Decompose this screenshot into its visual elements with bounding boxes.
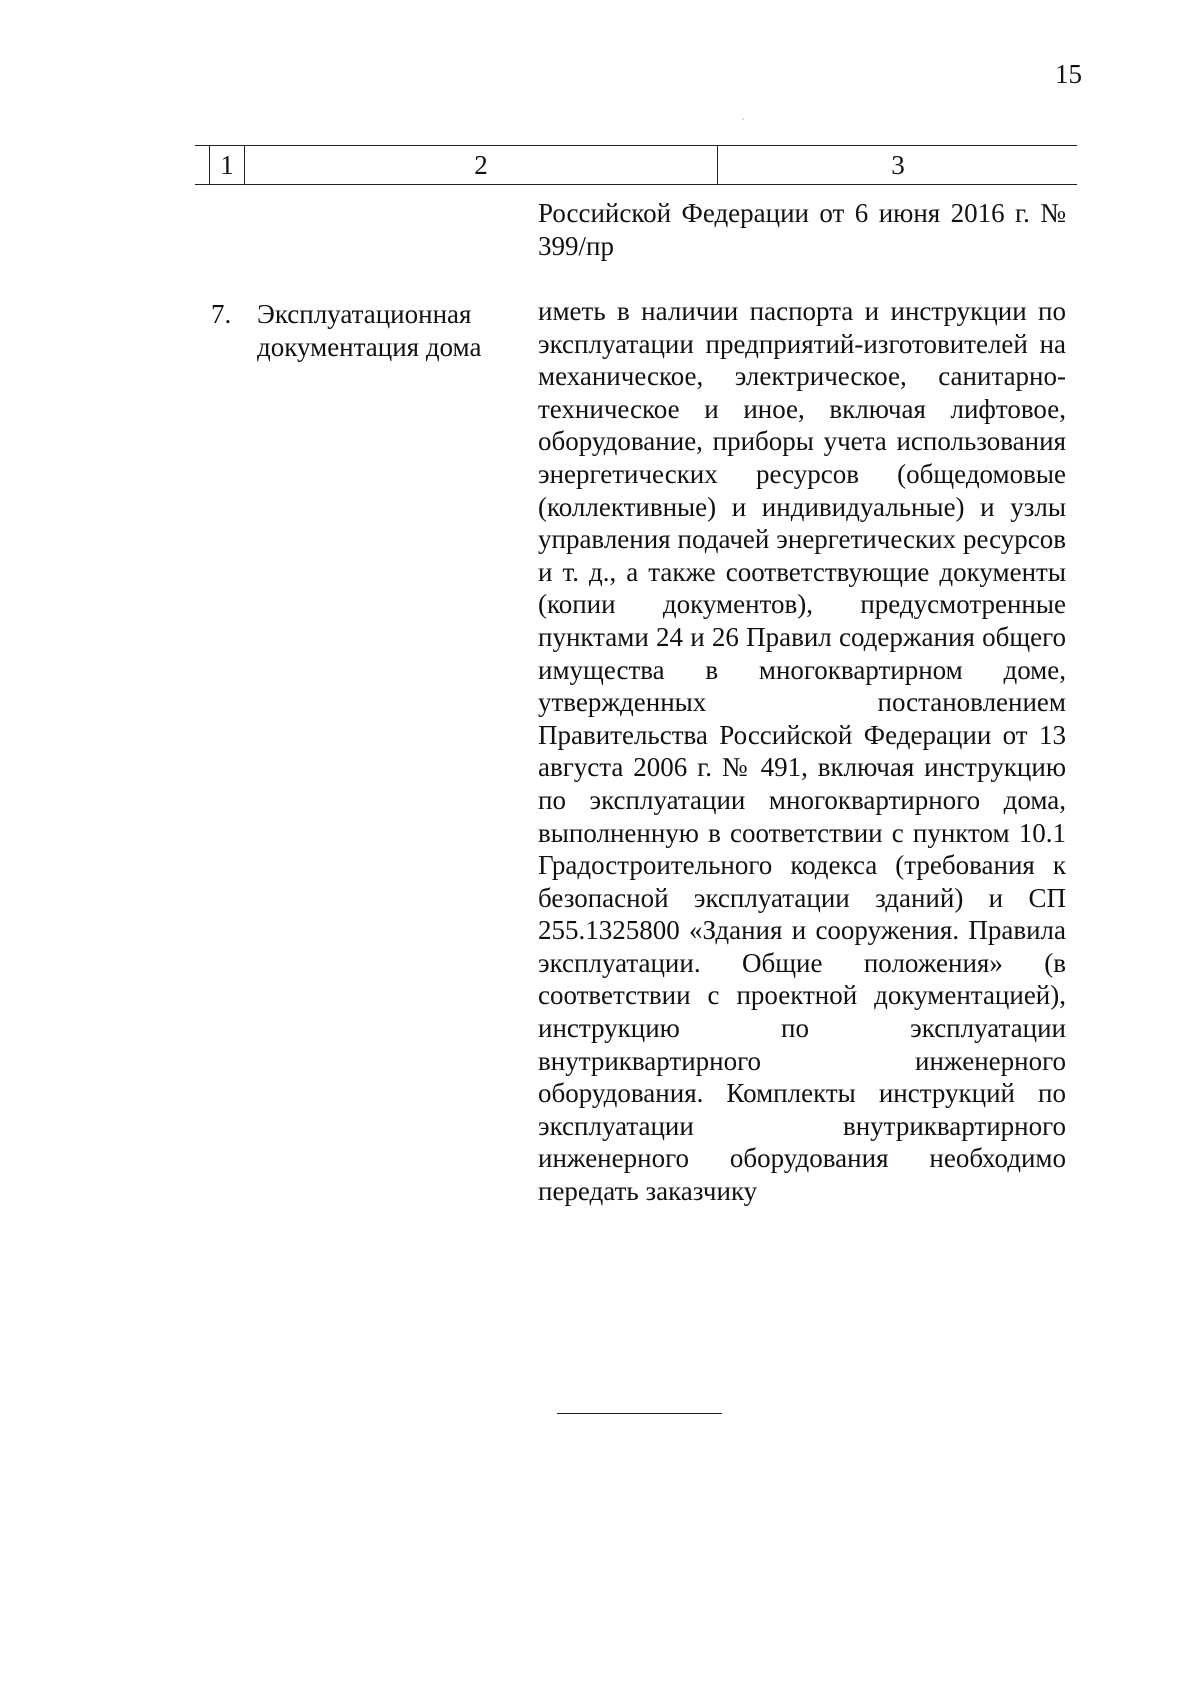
header-col-1: 1	[209, 146, 245, 184]
scan-speck	[742, 118, 744, 120]
row-name: Эксплуатационная документация дома	[257, 299, 482, 362]
row-requirement-text: иметь в наличии паспорта и инструкции по эксплуатации предприятий-изготовителей на механическое, электрическое, санитарно-техническое и иное, включая лифтовое, оборудование, приборы учета использования энергетических ресурсов (общедомовые (коллективные) и индивидуальные) и узлы управления подачей энергетических ресурсов и т. д., а также соответствующие документы (копии документов), предусмотренные пунктами 24 и 26 Правил содержания общего имущества в многоквартирном доме, утвержденных постановлением Правительства Российской Федерации от 13 августа 2006 г. № 491, включая инструкцию по эксплуатации многоквартирного дома, выполненную в соответствии с пунктом 10.1 Градостроительного кодекса (требования к безопасной эксплуатации зданий) и СП 255.1325800 «Здания и сооружения. Правила эксплуатации. Общие положения» (в соответствии с проектной документацией), инструкцию по эксплуатации внутриквартирного инженерного оборудования. Комплекты инструкций по эксплуатации внутриквартирного инженерного оборудования необходимо передать заказчику	[538, 296, 1066, 1207]
row-number: 7.	[211, 299, 232, 329]
table-header-row	[195, 145, 1077, 185]
header-col-3: 3	[891, 150, 905, 180]
end-of-table-rule	[557, 1413, 722, 1414]
page-number: 15	[1055, 59, 1082, 89]
continuation-text: Российской Федерации от 6 июня 2016 г. № 399/пр	[538, 198, 1066, 261]
header-col-2: 2	[245, 146, 718, 184]
